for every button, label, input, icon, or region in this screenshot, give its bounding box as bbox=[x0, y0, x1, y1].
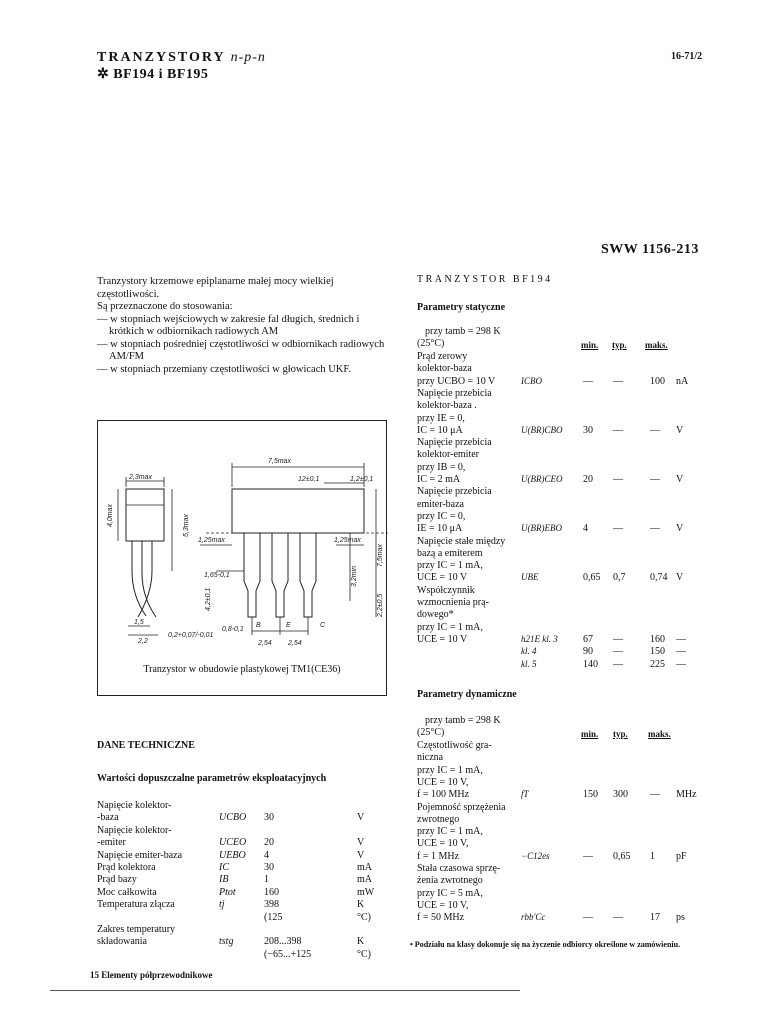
intro-line: Tranzystory krzemowe epiplanarne małej mocy wielkiej częstotliwości. bbox=[97, 276, 334, 300]
limit-unit: mA bbox=[357, 874, 372, 886]
param-text: Napięcie stałe między bbox=[417, 535, 506, 547]
limit-symbol: tj bbox=[219, 899, 225, 911]
param-min: 0,65 bbox=[583, 572, 601, 584]
dim-label: 1,25max bbox=[334, 537, 361, 544]
limit-value: 1 bbox=[264, 874, 269, 886]
bottom-rule bbox=[50, 990, 520, 991]
dim-label: 5,3max bbox=[183, 514, 190, 537]
param-unit: V bbox=[676, 474, 684, 485]
limit-value: (125 bbox=[264, 911, 283, 923]
dim-label: 4,0max bbox=[107, 504, 114, 527]
param-text: UCE = 10 V, bbox=[417, 838, 469, 850]
param-text: dowego* bbox=[417, 609, 454, 621]
param-text: żenia zwrotnego bbox=[417, 875, 483, 887]
param-unit: nA bbox=[676, 375, 689, 387]
limit-value: 30 bbox=[264, 812, 274, 824]
param-text: UCE = 10 V bbox=[417, 633, 468, 645]
param-min: 4 bbox=[583, 523, 588, 535]
dim-label: 7,5max bbox=[268, 458, 291, 465]
limit-unit: V bbox=[357, 837, 365, 849]
limit-unit: mW bbox=[357, 886, 375, 898]
dim-label: 2,54 bbox=[288, 640, 302, 647]
limit-label: Napięcie kolektor- bbox=[97, 824, 172, 836]
param-unit: V bbox=[676, 572, 684, 584]
limit-label: Prąd bazy bbox=[97, 874, 137, 886]
param-symbol: UBE bbox=[521, 572, 539, 583]
param-text: Stała czasowa sprzę- bbox=[417, 863, 501, 874]
static-params-title: Parametry statyczne bbox=[417, 302, 506, 313]
param-text: przy UCBO = 10 V bbox=[417, 375, 496, 387]
param-text: przy IB = 0, bbox=[417, 461, 466, 473]
pin-label-c: C bbox=[320, 622, 326, 629]
param-text: kolektor-emiter bbox=[417, 449, 479, 461]
col-max-header-dyn: maks. bbox=[648, 729, 671, 739]
param-text: Częstotliwość gra- bbox=[417, 740, 492, 751]
condition-celsius: (25°C) bbox=[417, 338, 445, 349]
dim-label: 1,65-0,1 bbox=[204, 572, 230, 579]
param-text: przy IC = 5 mA, bbox=[417, 887, 483, 899]
limit-symbol: UEBO bbox=[219, 849, 246, 861]
param-max: 100 bbox=[650, 375, 665, 387]
param-min: 90 bbox=[583, 646, 593, 658]
limit-label: -emiter bbox=[97, 837, 126, 849]
limit-label: Zakres temperatury bbox=[97, 924, 176, 935]
param-min: 20 bbox=[583, 474, 593, 485]
limit-label: Temperatura złącza bbox=[97, 899, 175, 911]
param-typ: — bbox=[613, 633, 623, 645]
param-text: f = 50 MHz bbox=[417, 912, 465, 924]
col-max-header: maks. bbox=[645, 340, 668, 350]
param-text: przy IC = 1 mA, bbox=[417, 560, 483, 572]
col-typ-header-dyn: typ. bbox=[613, 729, 628, 739]
param-text: Pojemność sprzężenia bbox=[417, 801, 506, 813]
intro-bullet: — w stopniach przemiany częstotliwości w głowicach UKF. bbox=[97, 363, 352, 375]
dim-label: 7,5max bbox=[377, 544, 384, 567]
package-drawing-svg bbox=[98, 421, 388, 697]
param-max: 0,74 bbox=[650, 572, 668, 584]
param-text: IE = 10 μA bbox=[417, 523, 463, 535]
limit-label: Moc całkowita bbox=[97, 886, 157, 898]
param-typ: 300 bbox=[613, 789, 628, 801]
intro-text bbox=[97, 276, 387, 376]
limit-unit: °C) bbox=[357, 948, 371, 960]
dim-label: 12±0,1 bbox=[298, 476, 320, 483]
param-text: IC = 10 μA bbox=[417, 424, 463, 436]
param-text: IC = 2 mA bbox=[417, 474, 461, 485]
dim-label: 3,2min bbox=[351, 565, 358, 587]
param-min: — bbox=[583, 912, 593, 924]
limit-unit: V bbox=[357, 812, 365, 824]
param-min: 140 bbox=[583, 658, 598, 670]
param-text: UCE = 10 V, bbox=[417, 776, 469, 788]
param-symbol: rbb'Cc bbox=[521, 912, 546, 923]
param-unit: V bbox=[676, 424, 684, 436]
limit-label: -baza bbox=[97, 812, 119, 824]
param-unit: ps bbox=[676, 912, 685, 924]
param-min: 67 bbox=[583, 633, 593, 645]
param-symbol: ICBO bbox=[521, 375, 542, 386]
param-typ: — bbox=[613, 424, 623, 436]
param-unit: MHz bbox=[676, 789, 697, 801]
limit-label: Napięcie kolektor- bbox=[97, 800, 172, 811]
limit-value: 20 bbox=[264, 837, 274, 849]
package-drawing bbox=[97, 420, 387, 696]
param-text: f = 1 MHz bbox=[417, 850, 460, 862]
param-text: f = 100 MHz bbox=[417, 789, 470, 801]
param-min: 30 bbox=[583, 424, 593, 436]
limit-label: Prąd kolektora bbox=[97, 862, 156, 873]
limit-value: 4 bbox=[264, 849, 269, 861]
param-max: — bbox=[650, 424, 660, 436]
param-max: 150 bbox=[650, 646, 665, 658]
condition-temp-dyn: przy tamb = 298 K bbox=[425, 715, 501, 726]
param-unit: — bbox=[676, 633, 686, 645]
limit-unit: V bbox=[357, 849, 365, 861]
limit-symbol: IB bbox=[219, 874, 229, 886]
param-unit: pF bbox=[676, 850, 687, 862]
limit-value: 208...398 bbox=[264, 936, 302, 948]
limit-unit: mA bbox=[357, 862, 372, 873]
param-min: — bbox=[583, 375, 593, 387]
param-text: przy IC = 1 mA, bbox=[417, 764, 483, 776]
param-max: — bbox=[650, 523, 660, 535]
param-typ: — bbox=[613, 523, 623, 535]
footnote: • Podziału na klasy dokonuje się na życzenie odbiorcy określone w zamówieniu. bbox=[410, 940, 681, 949]
param-text: przy IE = 0, bbox=[417, 412, 465, 424]
limit-unit: K bbox=[357, 899, 365, 911]
limit-symbol: Ptot bbox=[219, 886, 236, 898]
dim-label: 2,2 bbox=[138, 638, 148, 645]
limit-unit: °C) bbox=[357, 911, 371, 923]
param-symbol: U(BR)CEO bbox=[521, 474, 563, 484]
limit-symbol: IC bbox=[219, 862, 229, 873]
param-max: 160 bbox=[650, 633, 665, 645]
param-text: niczna bbox=[417, 752, 444, 764]
param-typ: — bbox=[613, 646, 623, 658]
limit-value: 398 bbox=[264, 899, 279, 911]
param-symbol: kl. 4 bbox=[521, 646, 537, 657]
param-text: emiter-baza bbox=[417, 498, 464, 510]
param-symbol: U(BR)CBO bbox=[521, 424, 563, 435]
footer-left: 15 Elementy półprzewodnikowe bbox=[90, 970, 213, 980]
limit-unit: K bbox=[357, 936, 365, 948]
param-text: Napięcie przebicia bbox=[417, 387, 492, 399]
param-text: wzmocnienia prą- bbox=[417, 597, 489, 608]
param-text: Współczynnik bbox=[417, 584, 475, 596]
param-max: 17 bbox=[650, 912, 660, 924]
intro-line: Są przeznaczone do stosowania: bbox=[97, 301, 233, 312]
pin-label-b: B bbox=[256, 622, 261, 629]
section-subtitle-limits: Wartości dopuszczalne parametrów eksploatacyjnych bbox=[97, 773, 327, 784]
param-text: zwrotnego bbox=[417, 813, 460, 825]
limit-symbol: UCBO bbox=[219, 812, 247, 824]
pin-label-e: E bbox=[286, 622, 291, 629]
page-number: 16-71/2 bbox=[671, 51, 703, 62]
param-symbol: kl. 5 bbox=[521, 658, 537, 669]
limit-label: Napięcie emiter-baza bbox=[97, 849, 183, 861]
param-text: przy IC = 0, bbox=[417, 510, 466, 522]
condition-temp: przy tamb = 298 K bbox=[425, 326, 501, 337]
limit-symbol: tstg bbox=[219, 936, 234, 948]
dynamic-params-title: Parametry dynamiczne bbox=[417, 689, 517, 700]
dim-label: 2,54 bbox=[258, 640, 272, 647]
param-text: kolektor-baza bbox=[417, 363, 472, 375]
document-title: TRANZYSTORY n-p-n bbox=[97, 50, 266, 65]
param-text: Napięcie przebicia bbox=[417, 437, 492, 449]
dim-label: 1,5 bbox=[134, 619, 144, 626]
param-max: — bbox=[650, 474, 660, 485]
param-symbol: fT bbox=[521, 789, 529, 800]
param-text: Prąd zerowy bbox=[417, 351, 468, 362]
param-max: 225 bbox=[650, 658, 665, 670]
param-symbol: −C12es bbox=[521, 850, 550, 861]
intro-bullet: — w stopniach pośredniej częstotliwości w odbiornikach radiowych AM/FM bbox=[97, 338, 385, 362]
param-typ: — bbox=[613, 912, 623, 924]
figure-caption: Tranzystor w obudowie plastykowej TM1(CE36) bbox=[143, 664, 341, 675]
param-typ: — bbox=[613, 474, 623, 485]
param-symbol: U(BR)EBO bbox=[521, 523, 562, 534]
param-text: bazą a emiterem bbox=[417, 547, 483, 559]
document-subtitle: ✲ BF194 i BF195 bbox=[97, 67, 209, 82]
dim-label: 0,8-0,1 bbox=[222, 626, 244, 633]
dim-label: 2,3max bbox=[129, 474, 152, 481]
param-text: Napięcie przebicia bbox=[417, 486, 492, 498]
limit-symbol: UCEO bbox=[219, 837, 247, 849]
param-typ: 0,65 bbox=[613, 850, 631, 862]
document-code: SWW 1156-213 bbox=[601, 242, 699, 257]
dim-label: 4,2±0,1 bbox=[205, 587, 212, 611]
param-min: — bbox=[583, 850, 593, 862]
limit-value: 160 bbox=[264, 886, 279, 898]
param-max: 1 bbox=[650, 850, 655, 862]
section-title-dane: DANE TECHNICZNE bbox=[97, 740, 195, 751]
param-text: UCE = 10 V bbox=[417, 572, 468, 584]
dim-label: 1,2±0,1 bbox=[350, 476, 374, 483]
col-typ-header: typ. bbox=[612, 340, 627, 350]
param-text: przy IC = 1 mA, bbox=[417, 621, 483, 633]
limit-label: składowania bbox=[97, 936, 147, 948]
col-min-header: min. bbox=[581, 340, 599, 350]
param-symbol: h21E kl. 3 bbox=[521, 633, 558, 644]
limit-value: 30 bbox=[264, 862, 274, 873]
param-typ: — bbox=[613, 658, 623, 670]
param-typ: — bbox=[613, 375, 623, 387]
condition-celsius-dyn: (25°C) bbox=[417, 727, 445, 738]
param-unit: V bbox=[676, 523, 684, 535]
dim-label: 1,25max bbox=[198, 537, 225, 544]
dim-label: 0,2+0,07/-0,01 bbox=[168, 632, 214, 639]
right-heading: TRANZYSTOR BF194 bbox=[417, 274, 553, 285]
col-min-header-dyn: min. bbox=[581, 729, 599, 739]
param-unit: — bbox=[676, 658, 686, 670]
param-typ: 0,7 bbox=[613, 572, 626, 584]
dim-label: 2,2±0,5 bbox=[377, 593, 384, 617]
param-unit: — bbox=[676, 646, 686, 658]
limit-value: (−65...+125 bbox=[264, 948, 312, 960]
intro-bullet: — w stopniach wejściowych w zakresie fal długich, średnich i krótkich w odbiornikach radiowych AM bbox=[97, 313, 360, 337]
param-text: przy IC = 1 mA, bbox=[417, 826, 483, 838]
param-max: — bbox=[650, 789, 660, 801]
param-min: 150 bbox=[583, 789, 598, 801]
param-text: UCE = 10 V, bbox=[417, 899, 469, 911]
param-text: kolektor-baza . bbox=[417, 400, 477, 412]
